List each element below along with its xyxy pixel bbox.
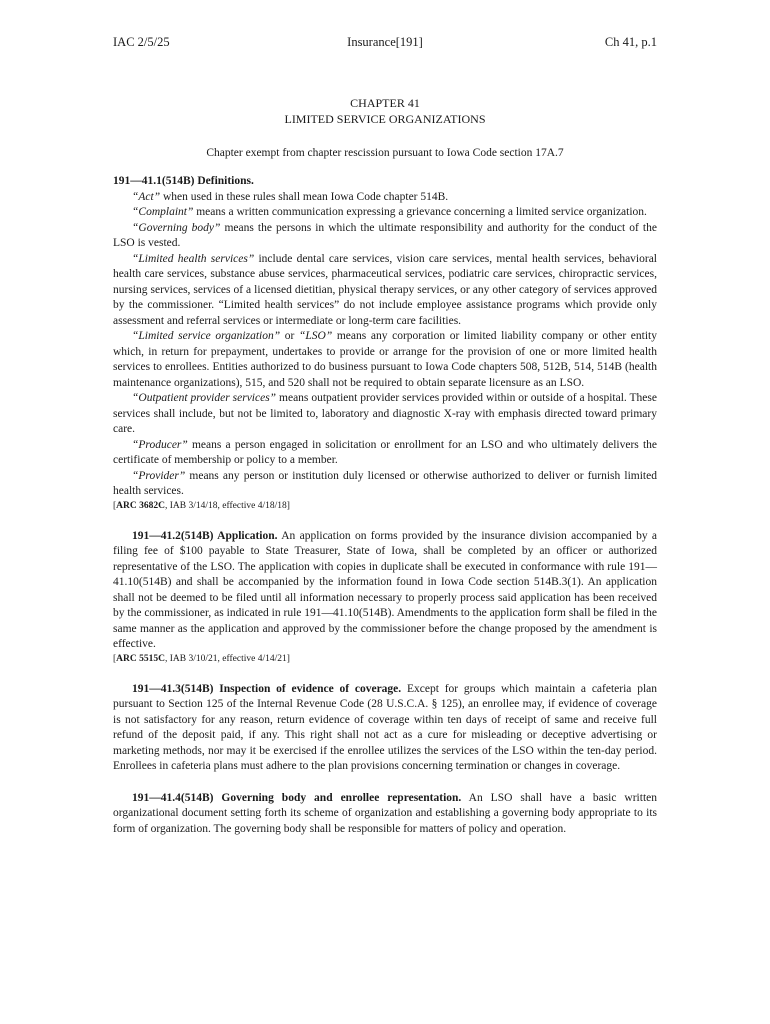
rule-heading-41-1 [113, 174, 657, 190]
definition-outpatient-provider-services [113, 391, 657, 438]
definition-text: means outpatient provider services provided within or outside of a hospital. These services shall include, but not be limited to, laboratory and diagnostic X-ray with emphasis directed toward primary care. [113, 392, 657, 435]
definition-text: means any corporation or limited liability company or other entity which, in return for prepayment, undertakes to provide or arrange for the provision of one or more limited health services to enrollees. Entities authorized to do business pursuant to Iowa Code chapters 508, 512B, 514, 514B (health maintenance organizations), 515, and 520 shall not be required to obtain separate licensure as an LSO. [113, 330, 657, 389]
rule-title: 191—41.3(514B) Inspection of evidence of coverage. [132, 682, 402, 695]
definition-term: “Limited health services” [132, 252, 255, 265]
exempt-note: Chapter exempt from chapter rescission pursuant to Iowa Code section 17A.7 [206, 147, 564, 159]
definition-text: means a person engaged in solicitation or enrollment for an LSO and who ultimately delivers the certificate of membership or policy to a member. [113, 438, 657, 466]
header-title: Insurance[191] [347, 35, 423, 49]
rule-title: 191—41.4(514B) Governing body and enrollee representation. [132, 791, 462, 804]
definition-term: “Act” [132, 190, 161, 203]
chapter-number: CHAPTER 41 [350, 96, 420, 110]
definition-connector: or [280, 330, 299, 342]
definition-term-alt: “LSO” [298, 330, 333, 342]
definition-text: means a written communication expressing a grievance concerning a limited service organization. [193, 206, 647, 218]
rule-title: 191—41.1(514B) Definitions. [113, 175, 254, 187]
definition-term: “Governing body” [132, 221, 221, 234]
definition-text: means the persons in which the ultimate responsibility and authority for the conduct of the LSO is vested. [113, 221, 657, 249]
definition-producer [113, 438, 657, 469]
definition-provider [113, 469, 657, 500]
history-detail: , IAB 3/10/21, effective 4/14/21] [165, 653, 290, 664]
definition-governing-body [113, 221, 657, 252]
definition-term: “Provider” [132, 469, 186, 482]
definition-text: means any person or institution duly licensed or otherwise authorized to deliver or furnish limited health services. [113, 469, 657, 497]
rule-text: Except for groups which maintain a cafeteria plan pursuant to Section 125 of the Internal Revenue Code (28 U.S.C.A. § 125), an enrollee may, if evidence of coverage is not satisfactory for any reason, return evidence of coverage within ten days of receipt of same and receive full refund of the deposit paid, if any. This right shall not act as a cure for misleading or deceptive advertising or marketing methods, nor may it be exercised if the enrollee utilizes the services of the LSO within the ten-day period. Enrollees in cafeteria plans must adhere to the plan provisions concerning termination or changes in coverage. [113, 682, 657, 772]
header-date: IAC 2/5/25 [113, 35, 170, 49]
definition-lso [113, 329, 657, 391]
chapter-heading [113, 95, 657, 127]
history-note: [ARC 3682C, IAB 3/14/18, effective 4/18/18] [113, 500, 290, 511]
definition-text: when used in these rules shall mean Iowa Code chapter 514B. [160, 190, 449, 203]
definition-complaint [113, 205, 657, 221]
arc-number: ARC 3682C [116, 500, 165, 511]
definition-term: “Outpatient provider services” [132, 392, 277, 404]
chapter-title: LIMITED SERVICE ORGANIZATIONS [284, 112, 486, 126]
document-body [113, 174, 657, 837]
header-page: Ch 41, p.1 [604, 35, 657, 49]
rule-text: An application on forms provided by the insurance division accompanied by a filing fee of $100 payable to State Treasurer, State of Iowa, shall be completed by an officer or authorized representative of the LSO. The application with copies in duplicate shall be executed in conformance with rule 191—41.10(514B) and shall be accompanied by the information found in Iowa Code section 514B.3(1). An application shall not be deemed to be filed until all information necessary to properly process said application has been received by the commissioner, as indicated in rule 191—41.10(514B). Amendments to the application form shall be filed in the same manner as the application and approved by the commissioner before the change proposed by the amendment is effective. [113, 529, 657, 650]
rule-41-2 [113, 529, 657, 653]
history-detail: , IAB 3/14/18, effective 4/18/18] [165, 500, 290, 511]
definition-act [113, 190, 657, 206]
definition-term: “Complaint” [132, 206, 194, 218]
definition-limited-health-services [113, 252, 657, 330]
rule-41-4 [113, 791, 657, 838]
definition-term: “Limited service organization” [132, 330, 281, 342]
definition-text: include dental care services, vision care services, mental health services, behavioral health care services, substance abuse services, pharmaceutical services, podiatric care services, chiropractic services, nursing services, services of a licensed dietitian, physical therapy services, or any other category of services approved by the commissioner. “Limited health services” do not include employee assistance programs which provide only assessment and referral services or intermediate or long-term care facilities. [113, 252, 657, 327]
rule-text: An LSO shall have a basic written organizational document setting forth its scheme of organization and establishing a governing body appropriate to its form of organization. The governing body shall be responsible for matters of policy and operation. [113, 791, 657, 835]
rule-41-3 [113, 682, 657, 775]
arc-number: ARC 5515C [116, 653, 165, 664]
running-header [113, 35, 657, 51]
history-note: [ARC 5515C, IAB 3/10/21, effective 4/14/21] [113, 653, 290, 664]
rule-title: 191—41.2(514B) Application. [132, 529, 278, 542]
definition-term: “Producer” [132, 438, 188, 451]
